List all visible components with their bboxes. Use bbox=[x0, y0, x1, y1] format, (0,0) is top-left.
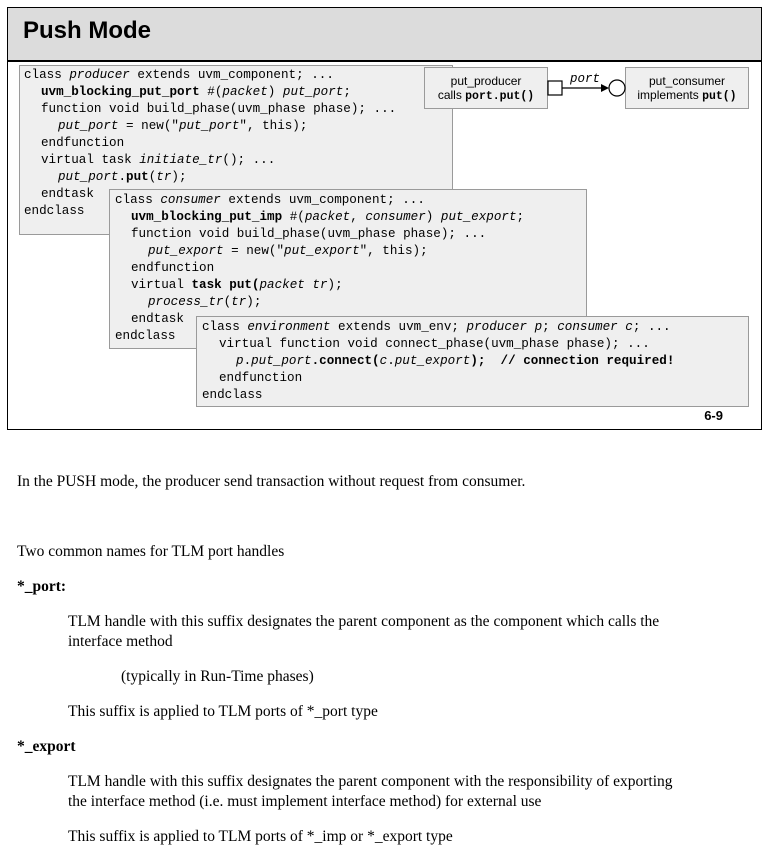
port-applied-note: This suffix is applied to TLM ports of *_port type bbox=[68, 703, 378, 720]
port-connection-diagram bbox=[8, 8, 763, 431]
port-label: port bbox=[570, 72, 601, 86]
notes-names-heading: Two common names for TLM port handles bbox=[17, 543, 285, 560]
port-typical-note: (typically in Run-Time phases) bbox=[121, 668, 314, 685]
code-line: process_tr(tr); bbox=[148, 295, 262, 309]
code-line: class producer extends uvm_component; ... bbox=[24, 68, 334, 82]
code-line: uvm_blocking_put_port #(packet) put_port; bbox=[41, 85, 351, 99]
code-line: virtual task initiate_tr(); ... bbox=[41, 153, 276, 167]
code-line: put_port = new("put_port", this); bbox=[58, 119, 308, 133]
code-line: endclass bbox=[202, 388, 263, 402]
slide-frame bbox=[7, 7, 762, 430]
code-line: put_port.put(tr); bbox=[58, 170, 187, 184]
put-consumer-label: put_consumer bbox=[648, 74, 726, 88]
code-line: virtual function void connect_phase(uvm_phase phase); ... bbox=[219, 337, 650, 351]
code-line: class environment extends uvm_env; producer p; consumer c; ... bbox=[202, 320, 671, 334]
code-line: virtual task put(packet tr); bbox=[131, 278, 343, 292]
export-description-line: TLM handle with this suffix designates the parent component with the responsibility of exporting bbox=[68, 773, 673, 790]
put-consumer-caption: implements put() bbox=[637, 88, 737, 103]
code-line: endtask bbox=[41, 187, 94, 201]
code-line: function void build_phase(uvm_phase phase); ... bbox=[41, 102, 397, 116]
code-line: endclass bbox=[24, 204, 85, 218]
port-description-line: interface method bbox=[68, 633, 173, 650]
export-description-line: the interface method (i.e. must implement interface method) for external use bbox=[68, 793, 542, 810]
notes-intro: In the PUSH mode, the producer send transaction without request from consumer. bbox=[17, 473, 526, 490]
port-description-line: TLM handle with this suffix designates the parent component as the component which calls the bbox=[68, 613, 660, 630]
code-line: endtask bbox=[131, 312, 184, 326]
code-line: function void build_phase(uvm_phase phase); ... bbox=[131, 227, 487, 241]
code-line: p.put_port.connect(c.put_export); // connection required! bbox=[236, 354, 675, 368]
code-line: endfunction bbox=[219, 371, 303, 385]
arrow-head-icon bbox=[601, 84, 609, 92]
export-circle-icon bbox=[609, 80, 625, 96]
export-applied-note: This suffix is applied to TLM ports of *_imp or *_export type bbox=[68, 828, 453, 845]
export-suffix-heading: *_export bbox=[17, 738, 76, 755]
code-line: endclass bbox=[115, 329, 176, 343]
page-number: 6-9 bbox=[704, 408, 723, 423]
code-line: endfunction bbox=[41, 136, 125, 150]
code-line: uvm_blocking_put_imp #(packet, consumer) put_export; bbox=[131, 210, 525, 224]
code-line: class consumer extends uvm_component; ... bbox=[115, 193, 425, 207]
put-producer-label: put_producer bbox=[450, 74, 522, 88]
put-producer-caption: calls port.put() bbox=[437, 88, 535, 103]
code-line: endfunction bbox=[131, 261, 215, 275]
port-square-icon bbox=[548, 81, 562, 95]
port-suffix-heading: *_port: bbox=[17, 578, 67, 595]
slide-title: Push Mode bbox=[23, 17, 152, 44]
code-line: put_export = new("put_export", this); bbox=[148, 244, 428, 258]
